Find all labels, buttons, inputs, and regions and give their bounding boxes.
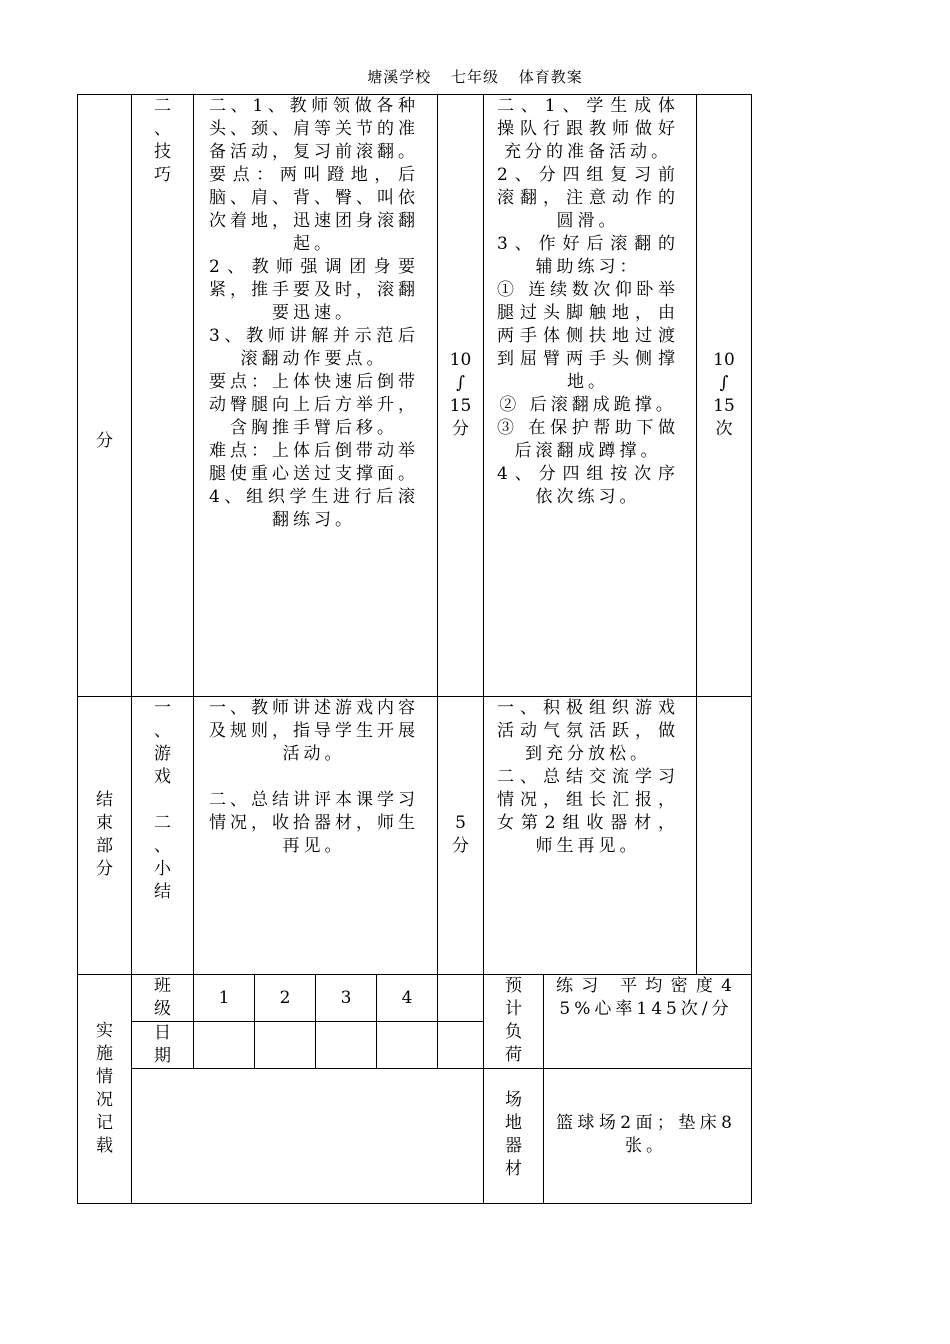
class-number-3: 3 bbox=[340, 988, 352, 1008]
page-header bbox=[0, 66, 950, 87]
time-skill: 10 ∫ 15 分 bbox=[449, 350, 472, 439]
load-description: 练习 平均密度45%心率145次/分 bbox=[556, 976, 736, 1019]
venue-equipment: 篮球场2面；垫床8张。 bbox=[556, 1113, 736, 1156]
subject-name: 体育教案 bbox=[518, 68, 583, 86]
col-divider-2 bbox=[193, 94, 194, 1069]
section-label-main: 分 bbox=[96, 431, 113, 451]
teacher-activities-skill: 二、1、教师领做各种头、颈、肩等关节的准备活动，复习前滚翻。 要点：两叫蹬地，后脑、肩、背、臀、叫依次着地，迅速团身滚翻起。 2、教师强调团身要紧，推手要及时，滚翻要迅速。 3、教师讲解并示范后滚翻动作要点。 要点：上体快速后倒带动臀腿向上后方举升，含胸推手臂后移。 难点：上体后倒带动举腿使重心送过支撑面。 4、组织学生进行后滚翻练习。 bbox=[209, 96, 419, 530]
content-label-skill: 二 、 技 巧 bbox=[154, 96, 171, 185]
school-name: 塘溪学校 bbox=[367, 68, 432, 86]
date-row-divider bbox=[131, 1068, 483, 1069]
table-border-bottom bbox=[77, 1203, 751, 1204]
load-label: 预 计 负 荷 bbox=[505, 976, 522, 1065]
section-label-ending: 结 束 部 分 bbox=[96, 790, 113, 879]
teacher-activities-ending: 一、教师讲述游戏内容及规则，指导学生开展活动。 二、总结讲评本课学习情况，收拾器材，师生再见。 bbox=[209, 698, 419, 856]
class-number-4: 4 bbox=[401, 988, 413, 1008]
table-border-right bbox=[751, 94, 752, 1204]
load-row-divider bbox=[483, 1068, 751, 1069]
grade-name: 七年级 bbox=[450, 68, 499, 86]
section-label-record: 实 施 情 况 记 载 bbox=[96, 1021, 113, 1156]
col-divider-5 bbox=[696, 94, 697, 974]
load-col-divider bbox=[543, 974, 544, 1204]
student-activities-skill: 二、1、学生成体操队行跟教师做好充分的准备活动。 2、分四组复习前滚翻，注意动作的圆滑。 3、作好后滚翻的辅助练习： ① 连续数次仰卧举腿过头脚触地，由两手体侧扶地过渡到屈臂两手头侧撑地。 ② 后滚翻成跪撑。 ③ 在保护帮助下做后滚翻成蹲撑。 4、分四组按次序依次练习。 bbox=[497, 96, 679, 507]
venue-label: 场 地 器 材 bbox=[505, 1090, 522, 1179]
count-skill: 10 ∫ 15 次 bbox=[713, 350, 735, 439]
class-number-2: 2 bbox=[279, 988, 291, 1008]
col-divider-3 bbox=[437, 94, 438, 1069]
date-label: 日 期 bbox=[154, 1023, 171, 1066]
class-number-1: 1 bbox=[218, 988, 230, 1008]
time-ending: 5 分 bbox=[452, 813, 469, 856]
student-activities-ending: 一、积极组织游戏活动气氛活跃，做到充分放松。 二、总结交流学习情况，组长汇报，女第2组收器材，师生再见。 bbox=[497, 698, 679, 856]
content-label-ending: 一 、 游 戏 二 、 小 结 bbox=[154, 698, 171, 902]
class-label: 班 级 bbox=[154, 976, 171, 1019]
